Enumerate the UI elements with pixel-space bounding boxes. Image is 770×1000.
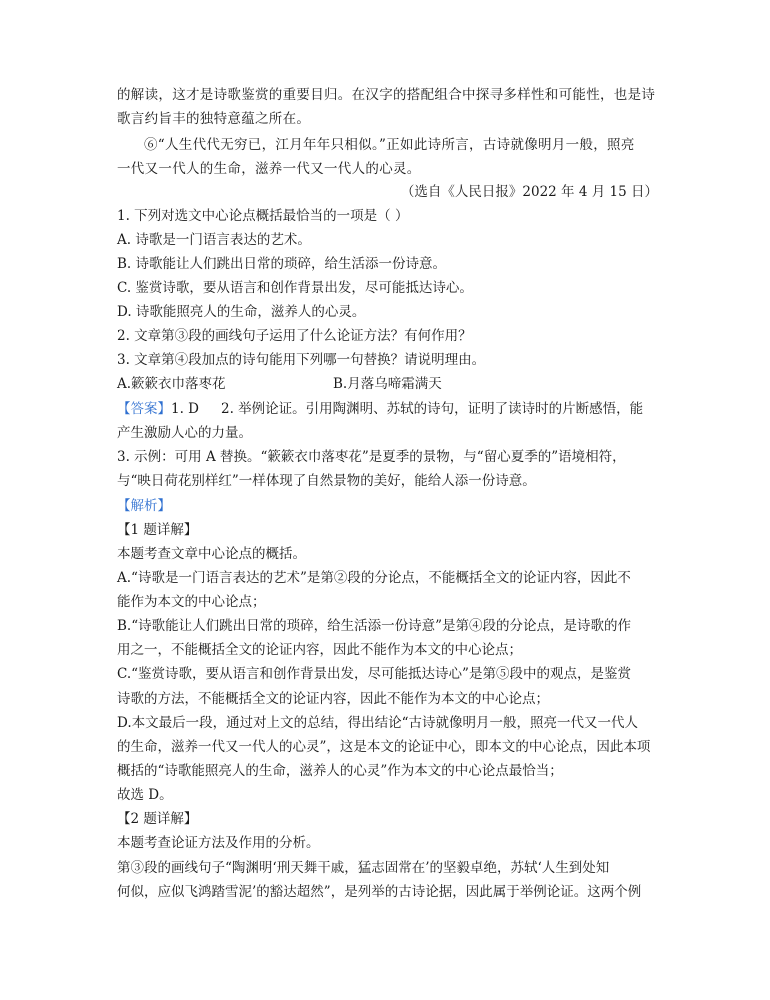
analysis-line: 本题考查文章中心论点的概括。 — [117, 546, 306, 562]
analysis-line: A.“诗歌是一门语言表达的艺术”是第②段的分论点，不能概括全文的论证内容，因此不 — [117, 570, 631, 586]
answer-line: 3. 示例：可用 A 替换。“簌簌衣巾落枣花”是夏季的景物，与“留心夏季的”语境相符， — [117, 449, 626, 465]
analysis-label: 【解析】 — [117, 498, 171, 514]
analysis-line: 概括的“诗歌能照亮人的生命，滋养人的心灵”作为本文的中心论点最恰当； — [117, 763, 563, 779]
passage-source: （选自《人民日报》2022 年 4 月 15 日） — [400, 184, 658, 200]
option-b: B. 诗歌能让人们跳出日常的琐碎，给生活添一份诗意。 — [117, 256, 447, 272]
answer-line: 与“映日荷花别样红”一样体现了自然景物的美好，能给人添一份诗意。 — [117, 473, 536, 489]
analysis-line: C.“鉴赏诗歌，要从语言和创作背景出发，尽可能抵达诗心”是第⑤段中的观点，是鉴赏 — [117, 666, 631, 682]
answer-1: 1. D — [171, 401, 199, 417]
section-heading-2: 【2 题详解】 — [117, 811, 198, 827]
option-c: C. 鉴赏诗歌，要从语言和创作背景出发，尽可能抵达诗心。 — [117, 280, 473, 296]
q3-option-a: A.簌簌衣巾落枣花 — [117, 376, 226, 392]
passage-line: ⑥“人生代代无穷已，江月年年只相似。”正如此诗所言，古诗就像明月一般，照亮 — [144, 137, 635, 153]
analysis-line: 何似，应似飞鸿踏雪泥’的豁达超然”，是列举的古诗论据，因此属于举例论证。这两个例 — [117, 884, 642, 900]
q3-option-b: B.月落乌啼霜满天 — [333, 376, 442, 392]
question-1: 1. 下列对选文中心论点概括最恰当的一项是（ ） — [117, 208, 409, 224]
option-a: A. 诗歌是一门语言表达的艺术。 — [117, 232, 311, 248]
answer-2: 2. 举例论证。引用陶渊明、苏轼的诗句，证明了读诗时的片断感悟，能 — [221, 401, 644, 417]
passage-line: 歌言约旨丰的独特意蕴之所在。 — [117, 111, 311, 127]
question-3: 3. 文章第④段加点的诗句能用下列哪一句替换？请说明理由。 — [117, 352, 486, 368]
analysis-line: 故选 D。 — [117, 787, 173, 803]
analysis-line: D.本文最后一段，通过对上文的总结，得出结论“古诗就像明月一般，照亮一代又一代人 — [117, 715, 639, 731]
analysis-line: 用之一，不能概括全文的论证内容，因此不能作为本文的中心论点； — [117, 642, 522, 658]
passage-line: 一代又一代人的生命，滋养一代又一代人的心灵。 — [117, 161, 421, 177]
analysis-line: B.“诗歌能让人们跳出日常的琐碎，给生活添一份诗意”是第④段的分论点，是诗歌的作 — [117, 618, 632, 634]
analysis-line: 的生命，滋养一代又一代人的心灵”，这是本文的论证中心，即本文的中心论点，因此本项 — [117, 739, 651, 755]
analysis-line: 诗歌的方法，不能概括全文的论证内容，因此不能作为本文的中心论点； — [117, 691, 549, 707]
answer-line: 产生激励人心的力量。 — [117, 425, 252, 441]
question-3-options — [117, 373, 662, 395]
section-heading-1: 【1 题详解】 — [117, 522, 198, 538]
analysis-line: 本题考查论证方法及作用的分析。 — [117, 835, 320, 851]
passage-line: 的解读，这才是诗歌鉴赏的重要目归。在汉字的搭配组合中探寻多样性和可能性，也是诗 — [117, 87, 656, 103]
analysis-line: 第③段的画线句子“陶渊明‘刑天舞干戚，猛志固常在’的坚毅卓绝，苏轼‘人生到处知 — [117, 860, 610, 876]
question-2: 2. 文章第③段的画线句子运用了什么论证方法？有何作用？ — [117, 328, 472, 344]
answer-label: 【答案】 — [117, 401, 171, 417]
answer-line-1 — [117, 398, 662, 420]
analysis-line: 能作为本文的中心论点； — [117, 594, 266, 610]
option-d: D. 诗歌能照亮人的生命，滋养人的心灵。 — [117, 304, 366, 320]
